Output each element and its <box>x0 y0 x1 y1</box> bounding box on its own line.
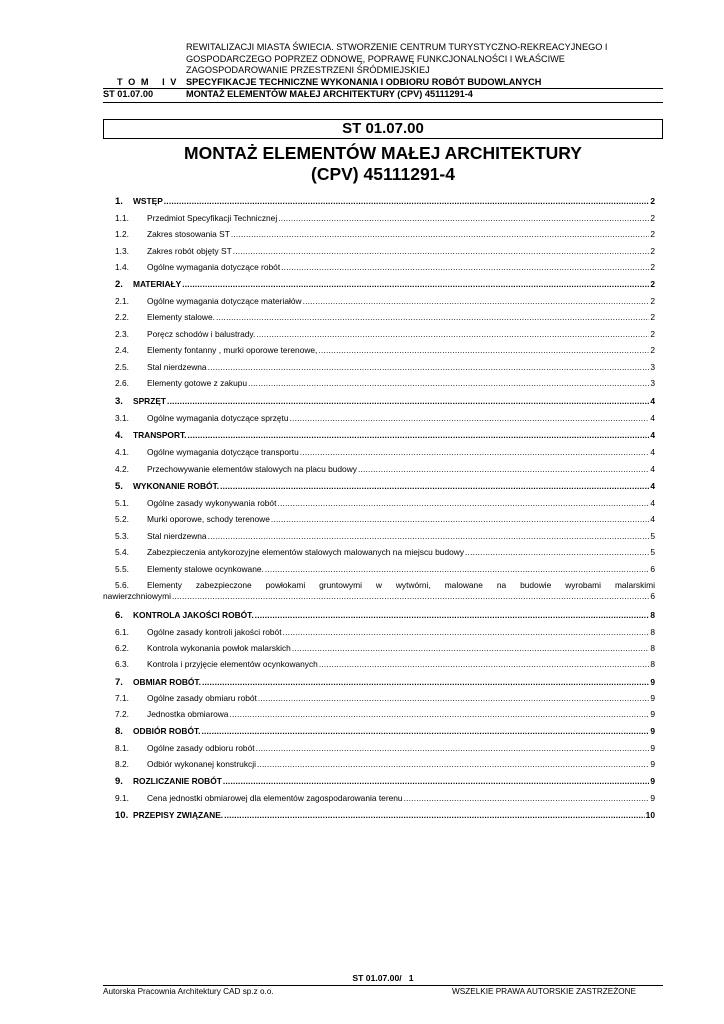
toc-entry-page: 3 <box>650 362 655 372</box>
page-header <box>103 42 663 103</box>
toc-section[interactable] <box>115 810 655 821</box>
dot-leader <box>201 726 649 737</box>
dot-leader <box>231 229 649 240</box>
toc-entry-title: Elementy zabezpieczone powłokami gruntowymi w wytwórni, malowane na budowie wyrobami malarskimi <box>147 580 655 590</box>
toc-section[interactable] <box>115 726 655 737</box>
dot-leader <box>283 627 650 638</box>
toc-entry-number: 2.4. <box>115 345 129 355</box>
toc-entry-title: Przechowywanie elementów stalowych na placu budowy <box>147 464 357 474</box>
dot-leader <box>216 312 649 323</box>
dot-leader <box>256 743 650 754</box>
toc-entry[interactable] <box>115 531 655 542</box>
code-box: ST 01.07.00 <box>103 119 663 139</box>
toc-entry-page: 4 <box>650 396 655 406</box>
toc-entry-title: WSTĘP <box>133 196 163 206</box>
toc-entry-page: 10 <box>645 810 655 820</box>
dot-leader <box>318 345 649 356</box>
toc-entry-number: 5.3. <box>115 531 129 541</box>
dot-leader <box>224 810 645 821</box>
toc-entry-page: 2 <box>650 196 655 206</box>
toc-entry-page: 3 <box>650 378 655 388</box>
dot-leader <box>229 709 649 720</box>
toc-entry-page: 4 <box>650 514 655 524</box>
toc-entry[interactable] <box>115 659 655 670</box>
toc-entry[interactable] <box>115 378 655 389</box>
toc-entry-number: 1.1. <box>115 213 129 223</box>
toc-entry[interactable] <box>115 447 655 458</box>
toc-entry-page: 2 <box>650 312 655 322</box>
toc-entry-page: 8 <box>650 659 655 669</box>
dot-leader <box>223 776 649 787</box>
toc-entry-page: 9 <box>650 776 655 786</box>
toc-entry-title: Ogólne wymagania dotyczące robót <box>147 262 281 272</box>
toc-entry-page: 2 <box>650 296 655 306</box>
dot-leader <box>208 362 650 373</box>
toc-entry[interactable] <box>115 709 655 720</box>
toc-entry[interactable] <box>103 580 655 602</box>
toc-entry-number: 7.1. <box>115 693 129 703</box>
dot-leader <box>265 564 649 575</box>
toc-entry-page: 2 <box>650 246 655 256</box>
toc-entry[interactable] <box>115 743 655 754</box>
toc-entry[interactable] <box>115 514 655 525</box>
toc-entry-number: 6. <box>115 610 123 621</box>
toc-entry-title: Elementy gotowe z zakupu <box>147 378 248 388</box>
toc-section[interactable] <box>115 396 655 407</box>
toc-section[interactable] <box>115 776 655 787</box>
toc-entry-number: 6.3. <box>115 659 129 669</box>
toc-entry[interactable] <box>115 345 655 356</box>
toc-section[interactable] <box>115 610 655 621</box>
document-title: MONTAŻ ELEMENTÓW MAŁEJ ARCHITEKTURY (CPV) 45111291-4 <box>184 143 582 184</box>
toc-entry-title: ODBIÓR ROBÓT. <box>133 726 201 736</box>
toc-entry-title: Elementy stalowe ocynkowane. <box>147 564 264 574</box>
tom-label: T O M I V <box>117 76 178 87</box>
toc-entry-title: Zakres robót objęty ST <box>147 246 232 256</box>
toc-entry-number: 10. <box>115 810 129 821</box>
toc-entry[interactable] <box>115 498 655 509</box>
toc-entry[interactable] <box>115 464 655 475</box>
toc-entry[interactable] <box>115 213 655 224</box>
toc-entry[interactable] <box>115 759 655 770</box>
dot-leader <box>465 547 649 558</box>
toc-entry-page: 2 <box>650 279 655 289</box>
dot-leader <box>319 659 649 670</box>
toc-entry-title: Kontrola wykonania powłok malarskich <box>147 643 291 653</box>
dot-leader <box>255 610 650 621</box>
dot-leader <box>281 262 649 273</box>
toc-entry-number: 4. <box>115 430 123 441</box>
toc-entry[interactable] <box>115 312 655 323</box>
dot-leader <box>233 246 650 257</box>
toc-entry-page: 8 <box>650 627 655 637</box>
toc-entry-title: Elementy fontanny , murki oporowe terenowe, <box>147 345 318 355</box>
toc-entry-number: 5.4. <box>115 547 129 557</box>
toc-entry-title: PRZEPISY ZWIĄZANE. <box>133 810 224 820</box>
toc-entry-number: 3. <box>115 396 123 407</box>
toc-entry-title-cont: nawierzchniowymi <box>103 591 171 601</box>
company-name: Autorska Pracownia Architektury CAD sp.z o.o. <box>103 987 274 996</box>
toc-entry-page: 9 <box>650 726 655 736</box>
toc-entry-page: 9 <box>650 793 655 803</box>
toc-entry-number: 5.2. <box>115 514 129 524</box>
toc-entry-page: 6 <box>650 564 655 574</box>
toc-entry-title: Ogólne zasady kontroli jakości robót <box>147 627 282 637</box>
toc-section[interactable] <box>115 481 655 492</box>
dot-leader <box>182 279 649 290</box>
toc-entry-number: 8.1. <box>115 743 129 753</box>
dot-leader <box>256 329 649 340</box>
toc-entry-page: 8 <box>650 643 655 653</box>
dot-leader <box>303 296 650 307</box>
toc-entry[interactable] <box>115 547 655 558</box>
dot-leader <box>220 481 649 492</box>
toc-entry-page: 2 <box>650 229 655 239</box>
toc-section[interactable] <box>115 196 655 207</box>
dot-leader <box>257 759 649 770</box>
dot-leader <box>271 514 649 525</box>
toc-entry-title: Zakres stosowania ST <box>147 229 230 239</box>
toc-entry-title: Ogólne wymagania dotyczące materiałów <box>147 296 302 306</box>
toc-entry-number: 6.2. <box>115 643 129 653</box>
toc-entry-title: Ogólne wymagania dotyczące sprzętu <box>147 413 289 423</box>
dot-leader <box>358 464 649 475</box>
toc-entry-number: 6.1. <box>115 627 129 637</box>
toc-entry-number: 2.3. <box>115 329 129 339</box>
toc-entry-title: WYKONANIE ROBÓT. <box>133 481 220 491</box>
toc-entry-title: Zabezpieczenia antykorozyjne elementów stalowych malowanych na miejscu budowy <box>147 547 465 557</box>
dot-leader <box>167 396 649 407</box>
toc-entry[interactable] <box>115 643 655 654</box>
toc-entry-page: 2 <box>650 262 655 272</box>
toc-entry-page: 4 <box>650 430 655 440</box>
toc-entry-number: 2.2. <box>115 312 129 322</box>
toc-section[interactable] <box>115 279 655 290</box>
toc-entry-page: 5 <box>650 531 655 541</box>
dot-leader <box>248 378 649 389</box>
dot-leader <box>208 531 650 542</box>
project-title: REWITALIZACJI MIASTA ŚWIECIA. STWORZENIE CENTRUM TURYSTYCZNO-REKREACYJNEGO I GOSPODARCZEGO POPRZEZ ODNOWĘ, POPRAWĘ FUNKCJONALNOŚCI I WŁAŚCIWE ZAGOSPODAROWANIE PRZESTRZENI ŚRÓDMIEJSKIEJ <box>186 42 608 75</box>
page-number: ST 01.07.00/ 1 <box>352 973 414 983</box>
toc-entry-number: 1.3. <box>115 246 129 256</box>
toc-entry-number: 2.1. <box>115 296 129 306</box>
toc-entry-title: TRANSPORT. <box>133 430 187 440</box>
toc-entry-page: 2 <box>650 213 655 223</box>
toc-entry[interactable] <box>115 229 655 240</box>
toc-entry-number: 2.6. <box>115 378 129 388</box>
tom-title: SPECYFIKACJE TECHNICZNE WYKONANIA I ODBIORU ROBÓT BUDOWLANYCH <box>186 76 542 87</box>
page-footer <box>103 973 663 996</box>
toc-entry-title: Jednostka obmiarowa <box>147 709 229 719</box>
toc-entry-title: KONTROLA JAKOŚCI ROBÓT. <box>133 610 254 620</box>
toc-entry-page: 4 <box>650 498 655 508</box>
toc-entry-number: 5.6. <box>115 580 129 590</box>
toc-entry-number: 1. <box>115 196 123 207</box>
dot-leader <box>292 643 649 654</box>
dot-leader <box>290 413 650 424</box>
toc-entry-number: 8. <box>115 726 123 737</box>
toc-entry-page: 4 <box>650 481 655 491</box>
toc-entry-number: 1.2. <box>115 229 129 239</box>
toc-entry-number: 3.1. <box>115 413 129 423</box>
toc-entry-page: 9 <box>650 693 655 703</box>
toc-entry-title: Kontrola i przyjęcie elementów ocynkowanych <box>147 659 318 669</box>
toc-entry[interactable] <box>115 296 655 307</box>
toc-entry-page: 2 <box>650 345 655 355</box>
toc-entry-page: 6 <box>650 591 655 601</box>
toc-entry-number: 1.4. <box>115 262 129 272</box>
toc-entry-page: 4 <box>650 413 655 423</box>
dot-leader <box>202 677 649 688</box>
dot-leader <box>164 196 650 207</box>
toc-entry-number: 2. <box>115 279 123 290</box>
toc-entry-title: Elementy stalowe. <box>147 312 215 322</box>
toc-entry-title: Stal nierdzewna <box>147 531 207 541</box>
toc-entry-number: 4.2. <box>115 464 129 474</box>
toc-entry-title: Poręcz schodów i balustrady. <box>147 329 256 339</box>
toc-entry-title: Murki oporowe, schody terenowe <box>147 514 270 524</box>
toc-entry-page: 4 <box>650 464 655 474</box>
toc-entry-page: 4 <box>650 447 655 457</box>
toc-entry[interactable] <box>115 262 655 273</box>
toc-entry[interactable] <box>115 362 655 373</box>
toc-entry-number: 5.5. <box>115 564 129 574</box>
copyright-notice: WSZELKIE PRAWA AUTORSKIE ZASTRZEŻONE <box>452 987 636 996</box>
toc-entry-number: 5. <box>115 481 123 492</box>
toc-entry-title: Ogólne zasady odbioru robót <box>147 743 255 753</box>
toc-entry-page: 9 <box>650 709 655 719</box>
toc-entry[interactable] <box>115 413 655 424</box>
toc-entry-page: 2 <box>650 329 655 339</box>
toc-entry[interactable] <box>115 329 655 340</box>
toc-entry-title: MATERIAŁY <box>133 279 182 289</box>
toc-entry-title: Ogólne zasady wykonywania robót <box>147 498 277 508</box>
dot-leader <box>277 498 649 509</box>
toc-entry[interactable] <box>115 693 655 704</box>
toc-entry-title: ROZLICZANIE ROBÓT <box>133 776 222 786</box>
toc-entry-number: 9.1. <box>115 793 129 803</box>
toc-entry-title: Odbiór wykonanej konstrukcji <box>147 759 256 769</box>
dot-leader <box>278 213 649 224</box>
toc-entry[interactable] <box>115 793 655 804</box>
toc-entry-number: 5.1. <box>115 498 129 508</box>
toc-entry[interactable] <box>115 564 655 575</box>
toc-entry-title: Przedmiot Specyfikacji Technicznej <box>147 213 278 223</box>
toc-entry-page: 5 <box>650 547 655 557</box>
st-code: ST 01.07.00 <box>103 89 154 99</box>
toc-entry-title: OBMIAR ROBÓT. <box>133 677 201 687</box>
toc-entry-page: 9 <box>650 677 655 687</box>
dot-leader <box>300 447 650 458</box>
toc-section[interactable] <box>115 430 655 441</box>
toc-entry-number: 8.2. <box>115 759 129 769</box>
st-title: MONTAŻ ELEMENTÓW MAŁEJ ARCHITEKTURY (CPV) 45111291-4 <box>186 89 473 99</box>
toc-entry-number: 2.5. <box>115 362 129 372</box>
toc-entry-number: 7.2. <box>115 709 129 719</box>
toc-entry-number: 7. <box>115 677 123 688</box>
toc-entry-title: Ogólne zasady obmiaru robót <box>147 693 257 703</box>
toc-entry-title: Ogólne wymagania dotyczące transportu <box>147 447 299 457</box>
toc-section[interactable] <box>115 677 655 688</box>
toc-entry[interactable] <box>115 627 655 638</box>
toc-entry-page: 9 <box>650 743 655 753</box>
toc-entry[interactable] <box>115 246 655 257</box>
dot-leader <box>188 430 650 441</box>
toc-entry-page: 9 <box>650 759 655 769</box>
toc-entry-title: Stal nierdzewna <box>147 362 207 372</box>
toc-entry-number: 9. <box>115 776 123 787</box>
toc-entry-title: Cena jednostki obmiarowej dla elementów zagospodarowania terenu <box>147 793 403 803</box>
dot-leader <box>258 693 649 704</box>
toc-entry-title: SPRZĘT <box>133 396 167 406</box>
toc-entry-number: 4.1. <box>115 447 129 457</box>
toc-entry-page: 8 <box>650 610 655 620</box>
dot-leader <box>404 793 650 804</box>
